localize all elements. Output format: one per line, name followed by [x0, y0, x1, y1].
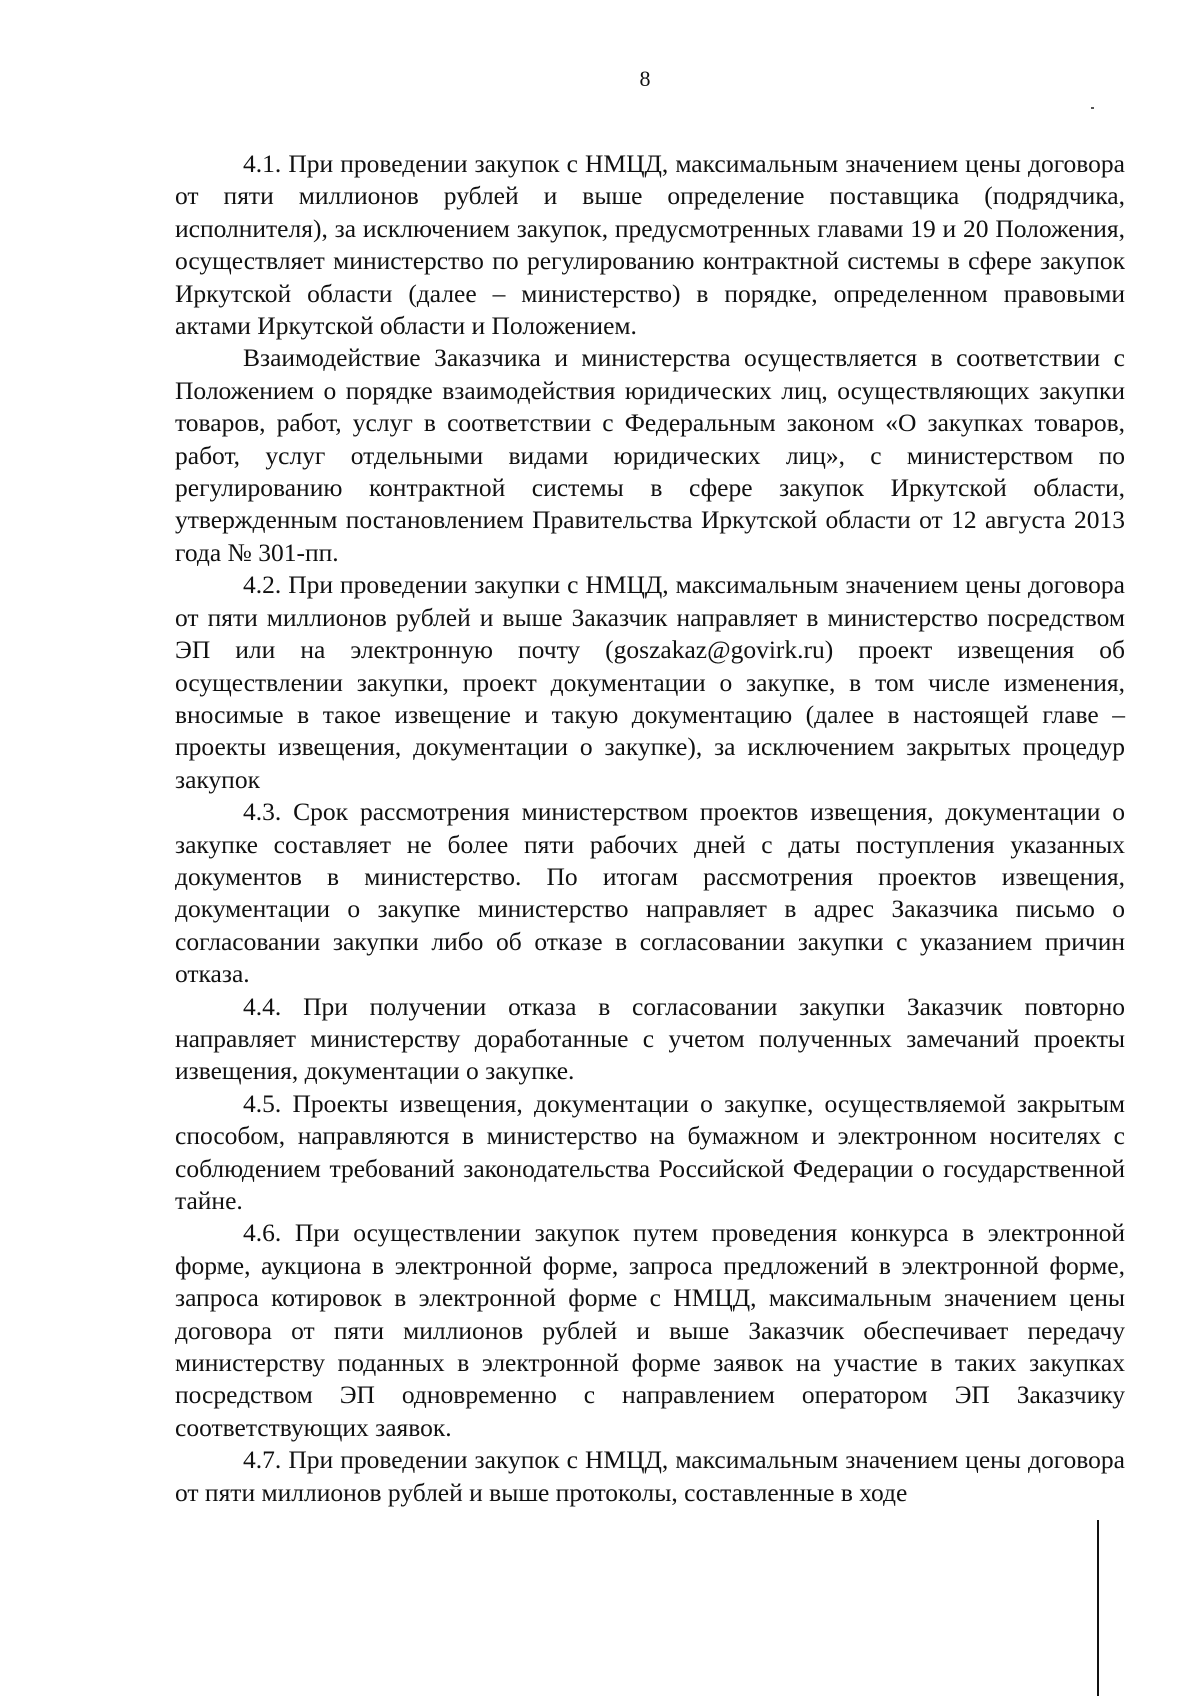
paragraph-4-5: 4.5. Проекты извещения, документации о закупке, осуществляемой закрытым способом, направляются в министерство на бумажном и электронном носителях с соблюдением требований законодательства Российской Федерации о государственной тайне.	[175, 1088, 1125, 1215]
paragraph-4-7: 4.7. При проведении закупок с НМЦД, максимальным значением цены договора от пяти миллионов рублей и выше протоколы, составленные в ходе	[175, 1445, 1125, 1507]
scan-speck	[1091, 107, 1094, 109]
paragraph-4-4: 4.4. При получении отказа в согласовании закупки Заказчик повторно направляет министерству доработанные с учетом полученных замечаний проекты извещения, документации о закупке.	[175, 991, 1125, 1086]
paragraph-4-3: 4.3. Срок рассмотрения министерством проектов извещения, документации о закупке составляет не более пяти рабочих дней с даты поступления указанных документов в министерство. По итогам рассмотрения проектов извещения, документации о закупке министерство направляет в адрес Заказчика письмо о согласовании закупки либо об отказе в согласовании закупки с указанием причин отказа.	[175, 797, 1125, 989]
document-body	[175, 148, 1125, 1509]
paragraph-4-1: 4.1. При проведении закупок с НМЦД, максимальным значением цены договора от пяти миллионов рублей и выше определение поставщика (подрядчика, исполнителя), за исключением закупок, предусмотренных главами 19 и 20 Положения, осуществляет министерство по регулированию контрактной системы в сфере закупок Иркутской области (далее – министерство) в порядке, определенном правовыми актами Иркутской области и Положением.	[175, 149, 1125, 341]
page-number: 8	[639, 66, 651, 91]
scan-margin-line	[1097, 1520, 1099, 1696]
paragraph-4-6: 4.6. При осуществлении закупок путем проведения конкурса в электронной форме, аукциона в электронной форме, запроса предложений в электронной форме, запроса котировок в электронной форме с НМЦД, максимальным значением цены договора от пяти миллионов рублей и выше Заказчик обеспечивает передачу министерству поданных в электронной форме заявок на участие в таких закупках посредством ЭП одновременно с направлением оператором ЭП Заказчику соответствующих заявок.	[175, 1218, 1125, 1442]
paragraph-interaction: Взаимодействие Заказчика и министерства осуществляется в соответствии с Положением о порядке взаимодействия юридических лиц, осуществляющих закупки товаров, работ, услуг в соответствии с Федеральным законом «О закупках товаров, работ, услуг отдельными видами юридических лиц», с министерством по регулированию контрактной системы в сфере закупок Иркутской области, утвержденным постановлением Правительства Иркутской области от 12 августа 2013 года № 301-пп.	[175, 343, 1125, 567]
paragraph-4-2: 4.2. При проведении закупки с НМЦД, максимальным значением цены договора от пяти миллионов рублей и выше Заказчик направляет в министерство посредством ЭП или на электронную почту (goszakaz@govirk.ru) проект извещения об осуществлении закупки, проект документации о закупке, в том числе изменения, вносимые в такое извещение и такую документацию (далее в настоящей главе – проекты извещения, документации о закупке), за исключением закрытых процедур закупок	[175, 570, 1125, 794]
